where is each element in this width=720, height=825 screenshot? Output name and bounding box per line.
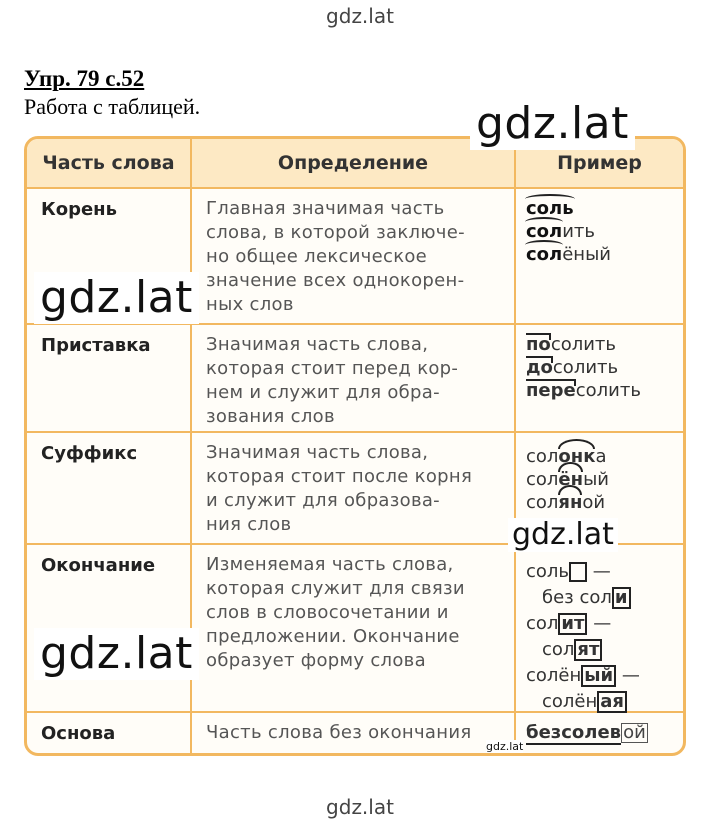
header-part: Часть слова (27, 139, 192, 187)
definition-line: но общее лексическое (206, 246, 428, 267)
example-word: солён ый — (526, 665, 640, 686)
definition-suffix (192, 433, 516, 543)
watermark-header: gdz.lat (470, 98, 635, 150)
examples-root (516, 189, 683, 323)
definition-line: нем и служит для обра- (206, 382, 440, 403)
term-ending: Окончание (41, 555, 156, 576)
watermark-tiny: gdz.lat (486, 740, 524, 753)
exercise-subtitle: Работа с таблицей. (24, 94, 201, 119)
table-row-prefix (27, 325, 683, 433)
watermark-top: gdz.lat (326, 4, 394, 28)
definition-prefix (192, 325, 516, 431)
examples-stem (516, 713, 683, 756)
watermark-bottom: gdz.lat (326, 795, 394, 819)
examples-prefix (516, 325, 683, 431)
example-word: солить (526, 221, 596, 242)
definition-line: образует форму слова (206, 650, 426, 671)
term-suffix: Суффикс (41, 443, 138, 464)
definition-root (192, 189, 516, 323)
definition-line: которая стоит после корня (206, 466, 473, 487)
header-definition: Определение (192, 139, 516, 187)
example-word: сол ят (526, 637, 673, 663)
definition-line: ных слов (206, 294, 294, 315)
definition-line: Значимая часть слова, (206, 334, 429, 355)
definition-line: которая стоит перед кор- (206, 358, 459, 379)
example-word: соляной (526, 492, 606, 513)
definition-stem (192, 713, 516, 756)
definition-line: которая служит для связи (206, 578, 465, 599)
examples-ending (516, 545, 683, 711)
example-word: безсолев ой (526, 722, 646, 743)
example-word: соль (526, 198, 574, 219)
definition-line: слова, в которой заключе- (206, 222, 465, 243)
definition-line: Часть слова без окончания (206, 722, 472, 743)
watermark-left-upper: gdz.lat (34, 272, 199, 324)
definition-ending (192, 545, 516, 711)
term-prefix: Приставка (41, 335, 151, 356)
example-word: солёный (526, 244, 611, 265)
example-word: посолить (526, 334, 617, 355)
term-root: Корень (41, 199, 117, 220)
example-word: досолить (526, 357, 619, 378)
definition-line: Значимая часть слова, (206, 442, 429, 463)
example-word: без сол и (526, 585, 673, 611)
header-example: Пример (557, 152, 642, 174)
definition-line: и служит для образова- (206, 490, 440, 511)
watermark-middle-right: gdz.lat (508, 518, 618, 552)
example-word: солёный (526, 469, 609, 490)
example-word: сол ит — (526, 613, 612, 634)
definition-line: зования слов (206, 406, 335, 427)
definition-line: значение всех однокорен- (206, 270, 465, 291)
definition-line: предложении. Окончание (206, 626, 460, 647)
example-word: соль — (526, 561, 611, 582)
definition-line: слов в словосочетании и (206, 602, 449, 623)
exercise-title: Упр. 79 с.52 (24, 66, 145, 91)
definition-line: ния слов (206, 514, 292, 535)
definition-line: Изменяемая часть слова, (206, 554, 454, 575)
table-row-stem (27, 713, 683, 756)
exercise-heading (24, 66, 200, 120)
example-word: пересолить (526, 380, 641, 401)
term-stem: Основа (41, 723, 116, 744)
example-word: солён ая (526, 689, 673, 715)
watermark-left-lower: gdz.lat (34, 628, 199, 680)
empty-ending-box (569, 562, 587, 582)
definition-line: Главная значимая часть (206, 198, 445, 219)
example-word: солонка (526, 446, 607, 467)
